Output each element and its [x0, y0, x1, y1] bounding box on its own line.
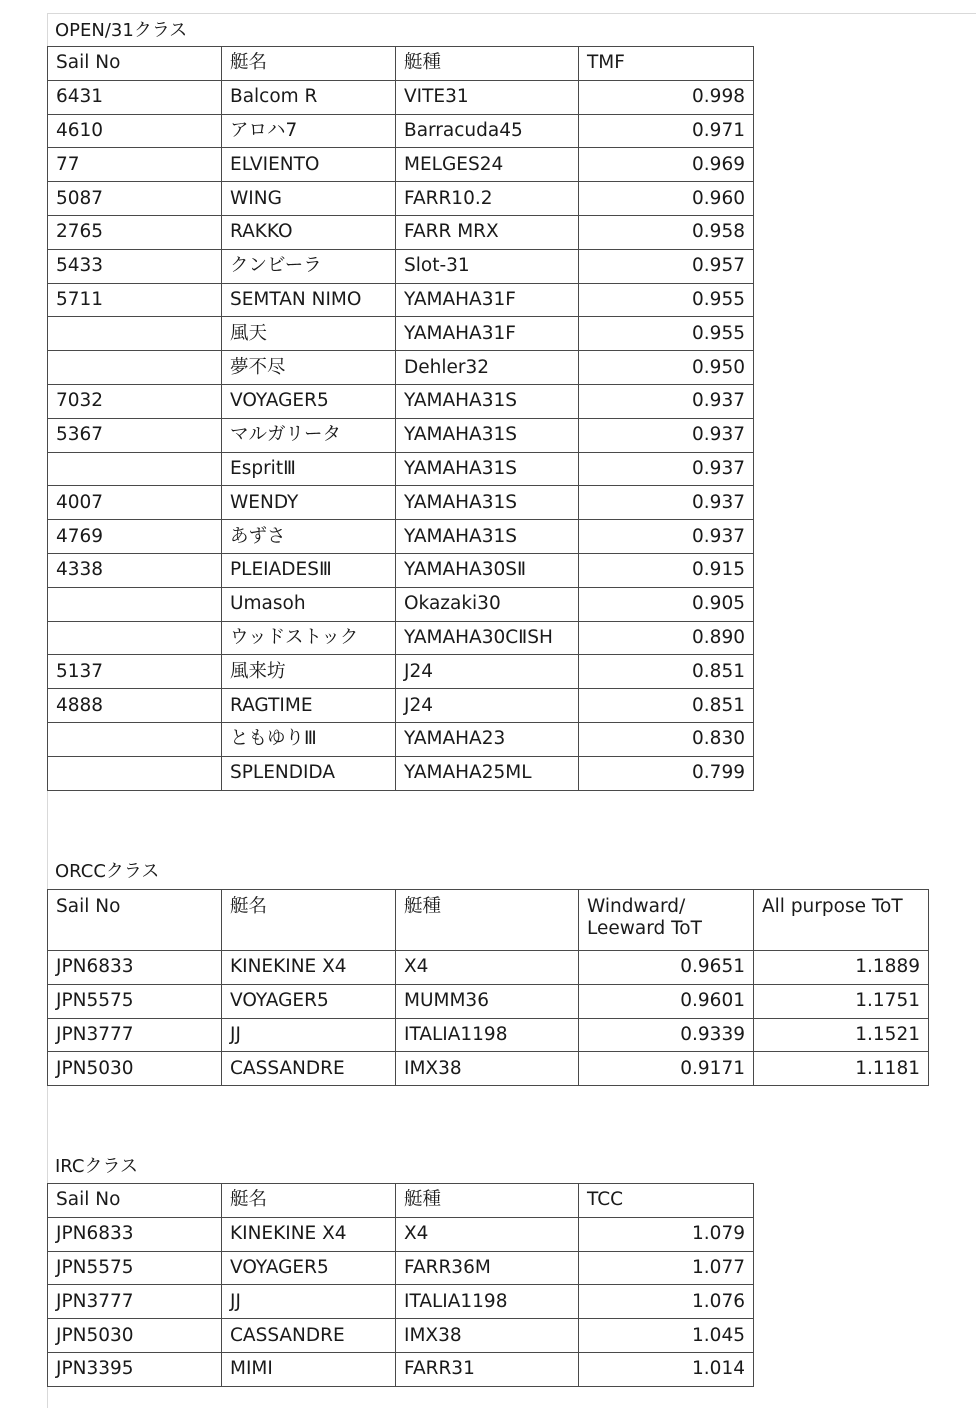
table-cell: 4338 [48, 553, 222, 587]
table-row [48, 553, 754, 587]
table-row [48, 689, 754, 723]
table-cell: J24 [396, 689, 579, 723]
table-row [48, 1285, 754, 1319]
table-row [48, 249, 754, 283]
table-cell: 5367 [48, 418, 222, 452]
table-row [48, 1251, 754, 1285]
table-row [48, 418, 754, 452]
table-cell: YAMAHA23 [396, 722, 579, 756]
table-cell: 1.1521 [754, 1018, 929, 1052]
table-row [48, 655, 754, 689]
table-cell: 77 [48, 148, 222, 182]
table-cell: Balcom R [222, 80, 396, 114]
table-cell: VOYAGER5 [222, 384, 396, 418]
column-header: Sail No [48, 47, 222, 81]
table-irc-body [48, 1184, 754, 1387]
table-cell: KINEKINE X4 [222, 951, 396, 985]
table-row [48, 114, 754, 148]
table-cell: 4007 [48, 486, 222, 520]
table-row [48, 1052, 929, 1086]
table-row [48, 1018, 929, 1052]
table-cell: 1.1889 [754, 951, 929, 985]
column-header: All purpose ToT [754, 890, 929, 951]
table-cell: 0.799 [579, 756, 754, 790]
table-cell [48, 621, 222, 655]
table-cell: IMX38 [396, 1052, 579, 1086]
table-cell: Okazaki30 [396, 587, 579, 621]
table-cell: 5711 [48, 283, 222, 317]
table-row [48, 722, 754, 756]
table-cell: 0.9171 [579, 1052, 754, 1086]
table-cell: IMX38 [396, 1319, 579, 1353]
table-cell: Umasoh [222, 587, 396, 621]
table-cell: 0.960 [579, 182, 754, 216]
table-cell: 0.969 [579, 148, 754, 182]
table-cell [48, 587, 222, 621]
table-caption-irc: IRCクラス [55, 1156, 138, 1177]
table-cell: 風天 [222, 317, 396, 351]
table-cell: EspritⅢ [222, 452, 396, 486]
table-cell [48, 351, 222, 385]
column-header: 艇名 [222, 47, 396, 81]
table-row [48, 215, 754, 249]
table-cell: PLEIADESⅢ [222, 553, 396, 587]
table-caption-orcc: ORCCクラス [55, 861, 160, 882]
table-cell: VITE31 [396, 80, 579, 114]
table-cell: クンビーラ [222, 249, 396, 283]
table-cell: 0.957 [579, 249, 754, 283]
table-cell: 1.1751 [754, 984, 929, 1018]
table-cell: YAMAHA31S [396, 452, 579, 486]
table-cell: 0.998 [579, 80, 754, 114]
table-cell: MIMI [222, 1352, 396, 1386]
table-cell: MUMM36 [396, 984, 579, 1018]
table-cell: ITALIA1198 [396, 1285, 579, 1319]
column-header: TMF [579, 47, 754, 81]
table-cell: RAKKO [222, 215, 396, 249]
table-cell: 0.958 [579, 215, 754, 249]
table-cell: Barracuda45 [396, 114, 579, 148]
column-header: Windward/ Leeward ToT [579, 890, 754, 951]
table-cell [48, 722, 222, 756]
table-open31 [47, 46, 754, 791]
table-cell: JPN6833 [48, 951, 222, 985]
table-cell: 6431 [48, 80, 222, 114]
table-cell: マルガリータ [222, 418, 396, 452]
table-cell: ELVIENTO [222, 148, 396, 182]
table-cell: 4888 [48, 689, 222, 723]
table-cell: 1.076 [579, 1285, 754, 1319]
table-cell [48, 452, 222, 486]
table-cell: 4769 [48, 520, 222, 554]
table-cell: アロハ7 [222, 114, 396, 148]
table-cell: 5433 [48, 249, 222, 283]
table-row [48, 148, 754, 182]
table-header-row [48, 890, 929, 951]
table-row [48, 1352, 754, 1386]
table-cell: J24 [396, 655, 579, 689]
table-cell: 0.955 [579, 283, 754, 317]
table-caption-open31: OPEN/31クラス [55, 20, 188, 41]
table-cell [48, 756, 222, 790]
table-cell: YAMAHA31S [396, 418, 579, 452]
table-cell: JJ [222, 1285, 396, 1319]
table-cell: JPN5575 [48, 984, 222, 1018]
table-cell: JPN5030 [48, 1052, 222, 1086]
table-orcc [47, 889, 929, 1086]
table-cell: 0.9339 [579, 1018, 754, 1052]
table-cell: WING [222, 182, 396, 216]
table-cell: FARR31 [396, 1352, 579, 1386]
table-cell: 4610 [48, 114, 222, 148]
column-header: 艇名 [222, 1184, 396, 1218]
column-header: Sail No [48, 890, 222, 951]
table-cell: 0.937 [579, 418, 754, 452]
table-cell: ITALIA1198 [396, 1018, 579, 1052]
table-cell: JPN3395 [48, 1352, 222, 1386]
table-cell: 1.077 [579, 1251, 754, 1285]
table-row [48, 621, 754, 655]
table-orcc-body [48, 890, 929, 1086]
table-irc [47, 1183, 754, 1387]
table-row [48, 756, 754, 790]
table-cell: YAMAHA25ML [396, 756, 579, 790]
table-cell: YAMAHA30CⅡSH [396, 621, 579, 655]
table-cell: YAMAHA31S [396, 520, 579, 554]
table-row [48, 182, 754, 216]
table-cell: 0.937 [579, 452, 754, 486]
table-cell: JPN3777 [48, 1018, 222, 1052]
table-cell [48, 317, 222, 351]
table-cell: YAMAHA30SⅡ [396, 553, 579, 587]
table-cell: WENDY [222, 486, 396, 520]
table-row [48, 951, 929, 985]
table-cell: JJ [222, 1018, 396, 1052]
table-cell: 風来坊 [222, 655, 396, 689]
table-cell: VOYAGER5 [222, 1251, 396, 1285]
table-header-row [48, 1184, 754, 1218]
column-header: 艇種 [396, 1184, 579, 1218]
table-cell: 5087 [48, 182, 222, 216]
table-cell: 0.851 [579, 689, 754, 723]
table-cell: RAGTIME [222, 689, 396, 723]
table-cell: 0.955 [579, 317, 754, 351]
column-header: 艇種 [396, 47, 579, 81]
table-cell: CASSANDRE [222, 1052, 396, 1086]
table-cell: YAMAHA31F [396, 317, 579, 351]
table-row [48, 80, 754, 114]
table-cell: JPN6833 [48, 1217, 222, 1251]
table-cell: 0.830 [579, 722, 754, 756]
table-cell: YAMAHA31S [396, 384, 579, 418]
table-row [48, 520, 754, 554]
table-cell: YAMAHA31S [396, 486, 579, 520]
table-cell: YAMAHA31F [396, 283, 579, 317]
table-cell: VOYAGER5 [222, 984, 396, 1018]
table-cell: 0.9601 [579, 984, 754, 1018]
column-header: 艇種 [396, 890, 579, 951]
table-cell: X4 [396, 1217, 579, 1251]
table-cell: Slot-31 [396, 249, 579, 283]
table-cell: 0.905 [579, 587, 754, 621]
table-cell: 0.9651 [579, 951, 754, 985]
table-row [48, 486, 754, 520]
table-cell: KINEKINE X4 [222, 1217, 396, 1251]
column-header: TCC [579, 1184, 754, 1218]
table-row [48, 283, 754, 317]
table-cell: あずさ [222, 520, 396, 554]
table-cell: 0.851 [579, 655, 754, 689]
table-cell: 2765 [48, 215, 222, 249]
table-cell: CASSANDRE [222, 1319, 396, 1353]
table-cell: ともゆりⅢ [222, 722, 396, 756]
table-cell: JPN3777 [48, 1285, 222, 1319]
table-cell: JPN5575 [48, 1251, 222, 1285]
table-cell: SEMTAN NIMO [222, 283, 396, 317]
table-cell: 1.045 [579, 1319, 754, 1353]
table-cell: 5137 [48, 655, 222, 689]
column-header: Sail No [48, 1184, 222, 1218]
table-cell: SPLENDIDA [222, 756, 396, 790]
table-cell: 0.937 [579, 486, 754, 520]
table-cell: X4 [396, 951, 579, 985]
table-row [48, 1319, 754, 1353]
table-row [48, 351, 754, 385]
table-row [48, 317, 754, 351]
table-cell: 0.937 [579, 520, 754, 554]
table-cell: 1.014 [579, 1352, 754, 1386]
column-header: 艇名 [222, 890, 396, 951]
table-cell: FARR36M [396, 1251, 579, 1285]
table-header-row [48, 47, 754, 81]
table-cell: 7032 [48, 384, 222, 418]
table-row [48, 1217, 754, 1251]
table-cell: 0.915 [579, 553, 754, 587]
table-cell: 1.1181 [754, 1052, 929, 1086]
table-cell: ウッドストック [222, 621, 396, 655]
table-cell: Dehler32 [396, 351, 579, 385]
table-row [48, 587, 754, 621]
table-cell: 0.890 [579, 621, 754, 655]
table-cell: 0.950 [579, 351, 754, 385]
table-row [48, 384, 754, 418]
table-cell: JPN5030 [48, 1319, 222, 1353]
table-open31-body [48, 47, 754, 791]
table-row [48, 984, 929, 1018]
table-cell: FARR10.2 [396, 182, 579, 216]
table-row [48, 452, 754, 486]
table-cell: 1.079 [579, 1217, 754, 1251]
table-cell: 0.971 [579, 114, 754, 148]
table-cell: MELGES24 [396, 148, 579, 182]
table-cell: FARR MRX [396, 215, 579, 249]
table-cell: 0.937 [579, 384, 754, 418]
table-cell: 夢不尽 [222, 351, 396, 385]
